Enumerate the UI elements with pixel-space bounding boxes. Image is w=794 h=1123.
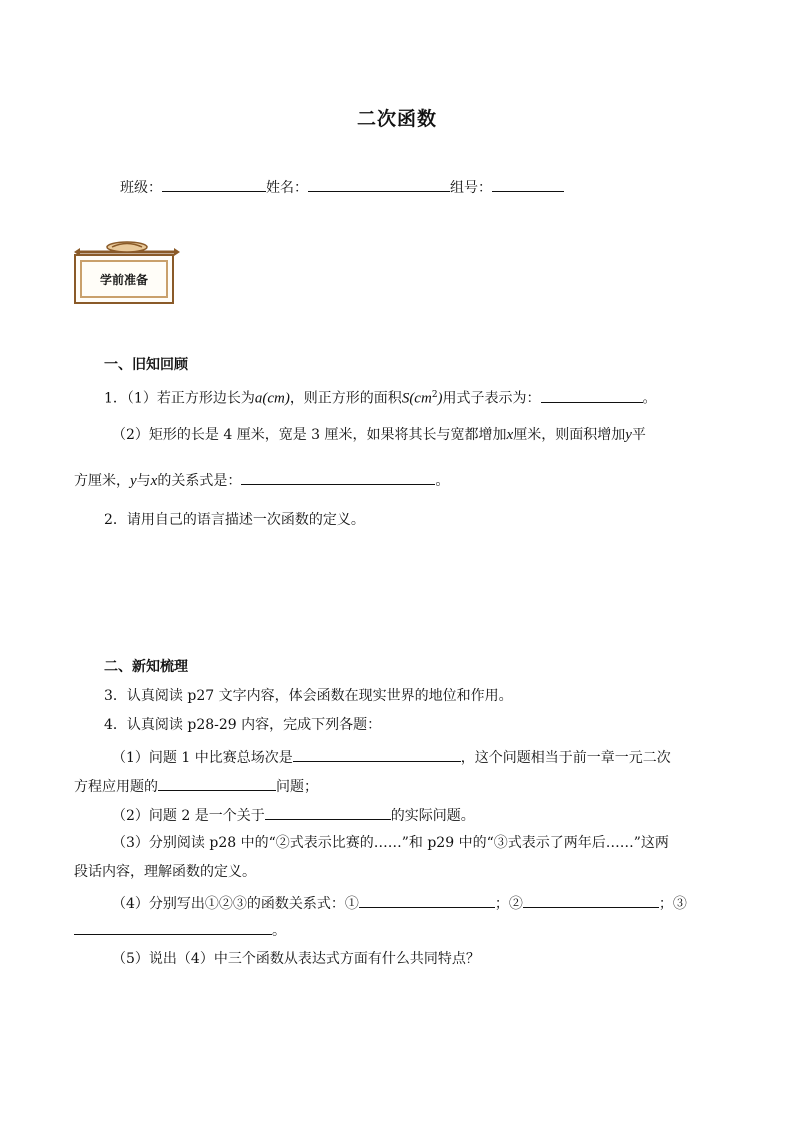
info-line (120, 176, 564, 198)
q1-1-answer-field[interactable] (541, 387, 643, 403)
q4-1-text-a: （1）问题 1 中比赛总场次是 (112, 750, 293, 766)
question-4-3-line1: （3）分别阅读 p28 中的“②式表示比赛的……”和 p29 中的“③式表示了两年后……”这两 (112, 835, 669, 851)
q1-2-text-c: 平 (631, 427, 646, 443)
q1-1-unit-cm: (cm) (262, 390, 290, 407)
q1-1-superscript: 2 (431, 390, 438, 400)
q1-1-end: 。 (642, 390, 657, 407)
question-4: 4．认真阅读 p28-29 内容，完成下列各题： (104, 717, 382, 733)
question-1-2-line2 (74, 469, 449, 491)
q1-1-text-a: 1．（1）若正方形边长为 (104, 390, 255, 407)
q4-4-answer-field-3[interactable] (74, 919, 272, 935)
q4-2-text-b: 的实际问题。 (390, 808, 475, 824)
q1-2-text-b: 厘米，则面积增加 (513, 427, 626, 443)
q4-4-end: 。 (272, 923, 286, 939)
question-2: 2．请用自己的语言描述一次函数的定义。 (104, 512, 365, 528)
q4-1-answer-field-a[interactable] (293, 746, 461, 762)
q4-4-answer-field-1[interactable] (359, 892, 495, 908)
question-4-3-line2: 段话内容，理解函数的定义。 (74, 864, 256, 880)
question-4-4-line1 (112, 892, 687, 914)
q1-2-answer-field[interactable] (241, 469, 435, 485)
question-1-2-line1 (112, 425, 646, 445)
question-4-1-line2 (74, 775, 318, 797)
q4-4-text-b: ；② (494, 896, 523, 912)
question-4-4-line2 (74, 919, 286, 941)
q1-2-l2-var-y: y (130, 473, 137, 489)
q4-2-answer-field[interactable] (265, 804, 391, 820)
question-1-1 (104, 385, 657, 409)
q4-4-text-a: （4）分别写出①②③的函数关系式：① (112, 896, 359, 912)
q1-2-l2-text-c: 的关系式是： (157, 473, 242, 489)
class-label: 班级： (120, 180, 162, 196)
q4-1-l2-text-b: 问题； (276, 779, 318, 795)
question-4-5: （5）说出（4）中三个函数从表达式方面有什么共同特点？ (112, 951, 480, 967)
q1-1-var-s: S (401, 390, 410, 407)
question-3: 3．认真阅读 p27 文字内容，体会函数在现实世界的地位和作用。 (104, 688, 513, 704)
q4-4-answer-field-2[interactable] (523, 892, 659, 908)
name-field[interactable] (308, 176, 450, 192)
q4-2-text-a: （2）问题 2 是一个关于 (112, 808, 265, 824)
q4-1-l2-text-a: 方程应用题的 (74, 779, 158, 795)
class-field[interactable] (162, 176, 266, 192)
question-4-1-line1 (112, 746, 671, 768)
q4-1-answer-field-b[interactable] (158, 775, 276, 791)
q1-2-l2-var-x: x (150, 473, 158, 489)
q1-2-var-x: x (506, 427, 514, 443)
name-label: 姓名： (266, 180, 308, 196)
q1-1-paren: ) (437, 390, 443, 407)
q1-1-unit-cm2: (cm (409, 390, 432, 407)
page-title: 二次函数 (356, 108, 437, 130)
q1-1-text-b: ，则正方形的面积 (289, 390, 402, 407)
group-label: 组号： (450, 180, 492, 196)
q4-4-text-c: ；③ (658, 896, 687, 912)
question-4-2 (112, 804, 475, 826)
q1-1-var-a: a (254, 390, 263, 407)
section1-heading: 一、旧知回顾 (104, 357, 188, 373)
q1-2-l2-text-a: 方厘米， (74, 473, 130, 489)
badge-board (74, 254, 174, 304)
group-field[interactable] (492, 176, 564, 192)
q1-2-var-y: y (625, 427, 632, 443)
q1-2-text-a: （2）矩形的长是 4 厘米，宽是 3 厘米，如果将其长与宽都增加 (112, 427, 507, 443)
q1-2-l2-text-b: 与 (136, 473, 151, 489)
badge-label: 学前准备 (99, 273, 148, 287)
q1-2-l2-end: 。 (435, 473, 450, 489)
section2-heading: 二、新知梳理 (104, 659, 188, 675)
q1-1-text-c: 用式子表示为： (442, 390, 541, 407)
section-badge (72, 238, 182, 304)
q4-1-text-b: ，这个问题相当于前一章一元二次 (460, 750, 671, 766)
